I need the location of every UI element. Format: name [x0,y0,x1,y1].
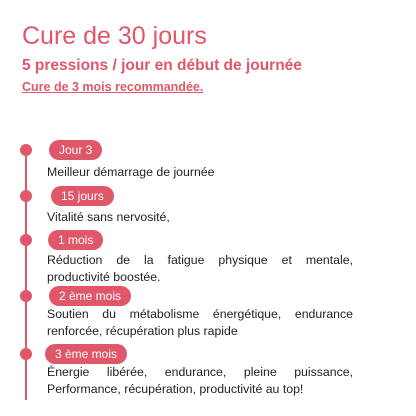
page-subtitle: 5 pressions / jour en début de journée [22,57,302,74]
timeline-badge-3-eme-mois: 3 ème mois [45,344,127,364]
page-title: Cure de 30 jours [22,22,207,50]
timeline-text-3-eme-mois: Énergie libérée, endurance, pleine puissance, Performance, récupération, productivité au top! [47,365,353,396]
timeline-dot [20,290,32,302]
timeline-line [25,150,27,400]
timeline-text-jour-3: Meilleur démarrage de journée [47,165,215,179]
timeline-dot [20,348,32,360]
timeline-dot [20,144,32,156]
timeline-badge-15-jours: 15 jours [51,186,114,206]
timeline-badge-1-mois: 1 mois [48,230,103,250]
timeline-dot [20,234,32,246]
timeline-badge-2-eme-mois: 2 ème mois [49,286,131,306]
recommendation-note: Cure de 3 mois recommandée. [22,80,204,94]
timeline-text-15-jours: Vitalité sans nervosité, [47,210,170,224]
timeline-text-2-eme-mois: Soutien du métabolisme énergétique, endurance renforcée, récupération plus rapide [47,307,353,338]
timeline-text-1-mois: Réduction de la fatigue physique et mentale, productivité boostée. [47,253,353,284]
timeline-dot [20,190,32,202]
timeline-badge-jour-3: Jour 3 [49,140,102,160]
